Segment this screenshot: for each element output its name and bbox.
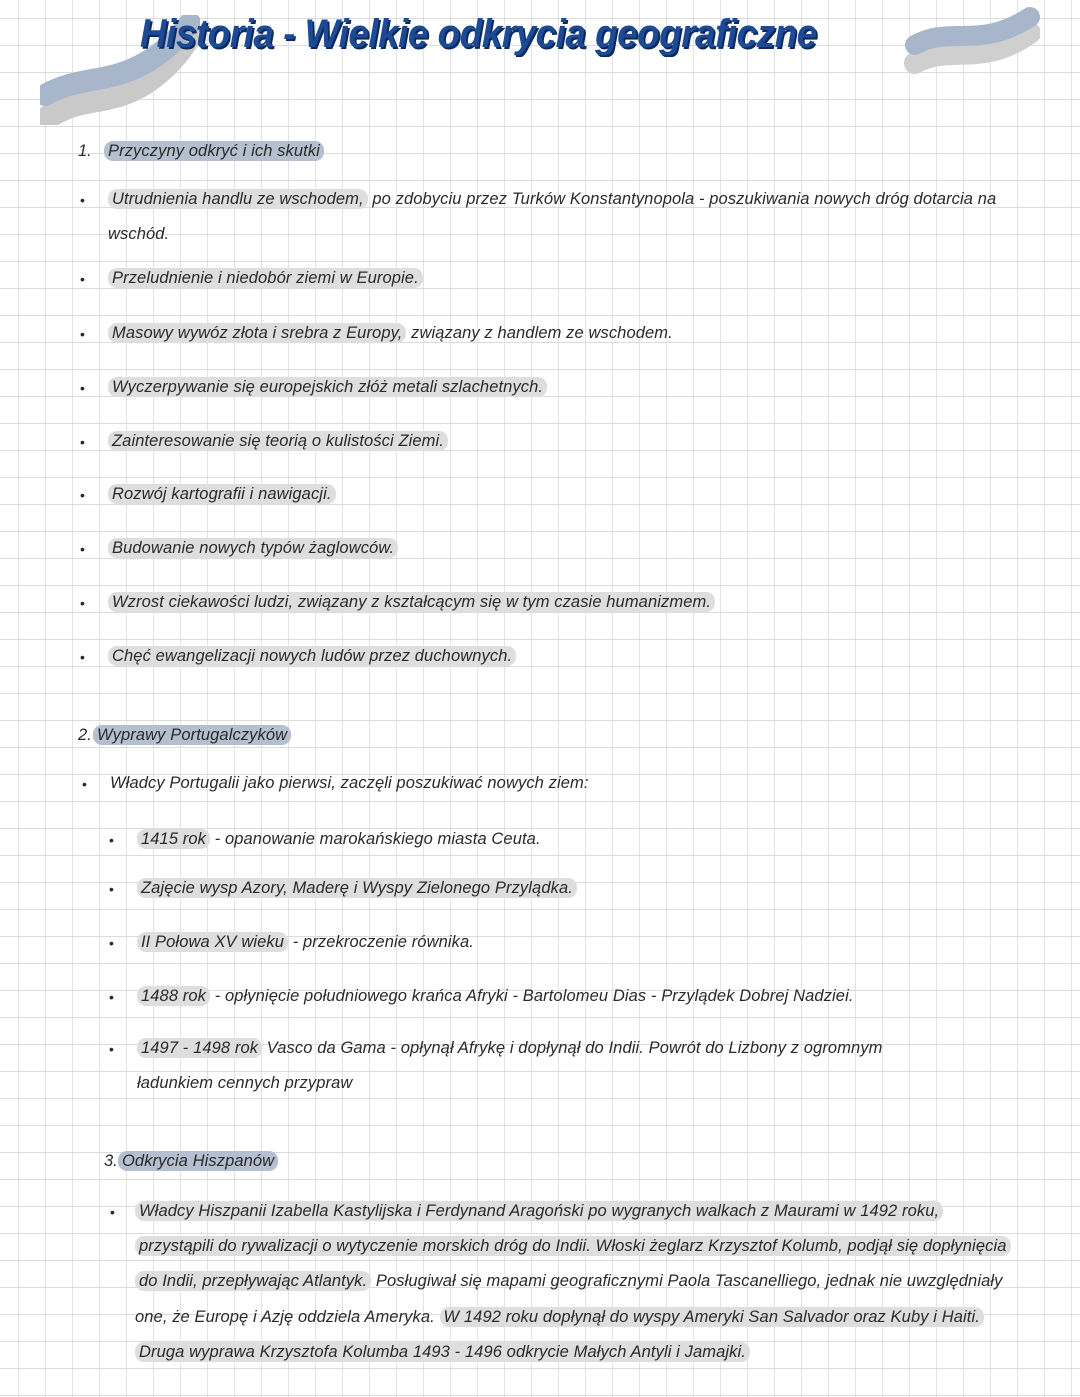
highlighted-text: przystąpili do rywalizacji o wytyczenie morskich dróg do Indii. Włoski żeglarz Krzysztof Kolumb, podjął się dopłynięcia [135,1236,1011,1256]
list-item [108,647,516,666]
bullet: • [80,487,85,503]
section-number: 3. [104,1152,118,1170]
page-title: Historia - Wielkie odkrycia geograficzne [140,12,817,56]
highlighted-text: Budowanie nowych typów żaglowców. [108,538,398,558]
bullet: • [110,1204,115,1220]
bullet: • [109,881,114,897]
text: - przekroczenie równika. [288,933,474,951]
list-item [137,987,854,1006]
highlighted-text: Rozwój kartografii i nawigacji. [108,484,336,504]
text: - opłynięcie południowego krańca Afryki - Bartolomeu Dias - Przylądek Dobrej Nadziei. [210,987,854,1005]
bullet: • [80,380,85,396]
text: one, że Europę i Azję oddziela Ameryka. [135,1308,440,1326]
highlighted-text: Zajęcie wysp Azory, Maderę i Wyspy Zielonego Przylądka. [137,878,577,898]
section-heading: Odkrycia Hiszpanów [118,1151,278,1171]
bullet: • [80,192,85,208]
list-item [135,1308,984,1327]
highlighted-text: W 1492 roku dopłynął do wyspy Ameryki San Salvador oraz Kuby i Haiti. [440,1307,984,1327]
list-item [137,933,474,952]
highlighted-text: 1488 rok [137,986,210,1006]
list-item [108,378,547,397]
decorative-ribbon-right [900,5,1040,75]
list-item [108,539,398,558]
list-item [108,269,423,288]
bullet: • [109,989,114,1005]
highlighted-text: 1415 rok [137,829,210,849]
bullet: • [80,541,85,557]
text: - opanowanie marokańskiego miasta Ceuta. [210,830,541,848]
highlighted-text: Wyczerpywanie się europejskich złóż metali szlachetnych. [108,377,547,397]
highlighted-text: Druga wyprawa Krzysztofa Kolumba 1493 - 1496 odkrycie Małych Antyli i Jamajki. [135,1342,750,1362]
highlighted-text: Utrudnienia handlu ze wschodem, [108,189,368,209]
list-item [137,830,541,849]
list-item-continuation: wschód. [108,225,170,243]
list-item [135,1343,750,1362]
highlighted-text: do Indii, przepływając Atlantyk. [135,1271,371,1291]
list-item [135,1202,943,1221]
highlighted-text: Masowy wywóz złota i srebra z Europy, [108,323,406,343]
list-item [135,1272,1002,1291]
list-item-continuation: ładunkiem cennych przypraw [137,1074,353,1092]
section-heading: Wyprawy Portugalczyków [93,725,291,745]
list-item [137,1039,883,1058]
text: po zdobyciu przez Turków Konstantynopola - poszukiwania nowych dróg dotarcia na [367,190,997,208]
bullet: • [80,649,85,665]
list-item [108,432,448,451]
highlighted-text: Wzrost ciekawości ludzi, związany z kształcącym się w tym czasie humanizmem. [108,592,715,612]
highlighted-text: Władcy Hiszpanii Izabella Kastylijska i Ferdynand Aragoński po wygranych walkach z Maurami w 1492 roku, [135,1201,943,1221]
section-heading: Przyczyny odkryć i ich skutki [104,141,324,161]
highlighted-text: Chęć ewangelizacji nowych ludów przez duchownych. [108,646,516,666]
list-item [108,190,996,209]
bullet: • [109,1041,114,1057]
list-item [108,485,336,504]
bullet: • [109,935,114,951]
text: Vasco da Gama - opłynął Afrykę i dopłynął do Indii. Powrót do Lizbony z ogromnym [262,1039,883,1057]
bullet: • [80,326,85,342]
bullet: • [80,271,85,287]
bullet: • [80,595,85,611]
list-item [135,1237,1011,1256]
highlighted-text: Zainteresowanie się teorią o kulistości Ziemi. [108,431,448,451]
list-item [108,593,715,612]
highlighted-text: 1497 - 1498 rok [137,1038,262,1058]
bullet: • [109,832,114,848]
section-number: 1. [78,142,92,160]
highlighted-text: II Połowa XV wieku [137,932,288,952]
highlighted-text: Przeludnienie i niedobór ziemi w Europie. [108,268,423,288]
list-item [108,324,673,343]
bullet: • [82,776,87,792]
bullet: • [80,434,85,450]
intro-text: Władcy Portugalii jako pierwsi, zaczęli poszukiwać nowych ziem: [110,774,589,792]
text: związany z handlem ze wschodem. [406,324,673,342]
text: Posługiwał się mapami geograficznymi Paola Tascanelliego, jednak nie uwzględniały [371,1272,1003,1290]
section-number: 2. [78,726,92,744]
list-item [137,879,577,898]
